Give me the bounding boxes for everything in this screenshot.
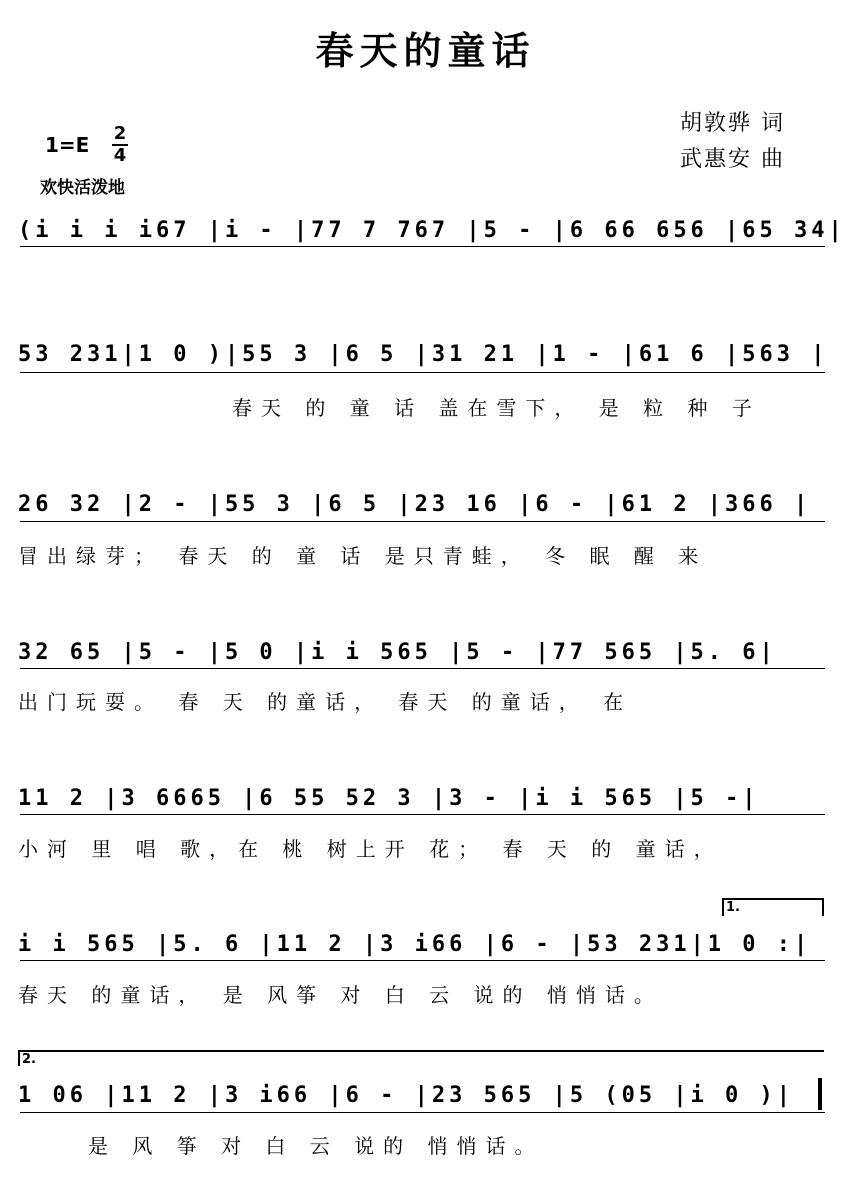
underline-system-4 xyxy=(20,668,825,669)
notes-system-1: (i i i i67 |i - |77 7 767 |5 - |6 66 656 |65 34| xyxy=(18,218,846,243)
tempo-marking: 欢快活泼地 xyxy=(40,178,125,198)
second-ending-label: 2. xyxy=(22,1052,36,1067)
underline-system-6 xyxy=(20,960,825,961)
lyrics-system-7: 是 风 筝 对 白 云 说的 悄悄话。 xyxy=(88,1134,544,1158)
underline-system-7 xyxy=(20,1112,825,1113)
underline-system-5 xyxy=(20,814,825,815)
notes-system-4: 32 65 |5 - |5 0 |i i 565 |5 - |77 565 |5. 6| xyxy=(18,640,777,665)
lyrics-system-4: 出门玩耍。 春 天 的童话， 春天 的童话， 在 xyxy=(18,690,633,714)
notes-system-7: 1 06 |11 2 |3 i66 |6 - |23 565 |5 (05 |i 0 )| xyxy=(18,1083,795,1108)
first-ending-label: 1. xyxy=(726,900,740,915)
lyrics-system-2: 春天 的 童 话 盖在雪下， 是 粒 种 子 xyxy=(232,396,761,420)
notes-system-2: 53 231|1 0 )|55 3 |6 5 |31 21 |1 - |61 6 |563 | xyxy=(18,342,829,367)
lyrics-system-3: 冒出绿芽； 春天 的 童 话 是只青蛙， 冬 眠 醒 来 xyxy=(18,544,708,568)
lyrics-system-6: 春天 的童话， 是 风筝 对 白 云 说的 悄悄话。 xyxy=(18,983,663,1007)
notes-system-6: i i 565 |5. 6 |11 2 |3 i66 |6 - |53 231|1 0 :| xyxy=(18,932,812,957)
second-ending-bracket xyxy=(18,1050,824,1066)
composer-credit: 武惠安 曲 xyxy=(680,147,785,172)
final-barline xyxy=(818,1078,822,1110)
underline-system-3 xyxy=(20,521,825,522)
lyrics-system-5: 小河 里 唱 歌，在 桃 树上开 花； 春 天 的 童话， xyxy=(18,837,723,861)
key-signature: 1=E xyxy=(45,133,90,157)
notes-system-5: 11 2 |3 6665 |6 55 52 3 |3 - |i i 565 |5 -| xyxy=(18,786,760,811)
time-signature-top: 2 xyxy=(113,123,127,144)
underline-system-2 xyxy=(20,372,825,373)
notes-system-3: 26 32 |2 - |55 3 |6 5 |23 16 |6 - |61 2 |366 | xyxy=(18,492,812,517)
time-signature-bottom: 4 xyxy=(113,145,127,166)
song-title: 春天的童话 xyxy=(315,28,536,73)
underline-system-1 xyxy=(20,246,825,247)
lyricist-credit: 胡敦骅 词 xyxy=(680,111,785,136)
time-signature xyxy=(112,124,128,166)
